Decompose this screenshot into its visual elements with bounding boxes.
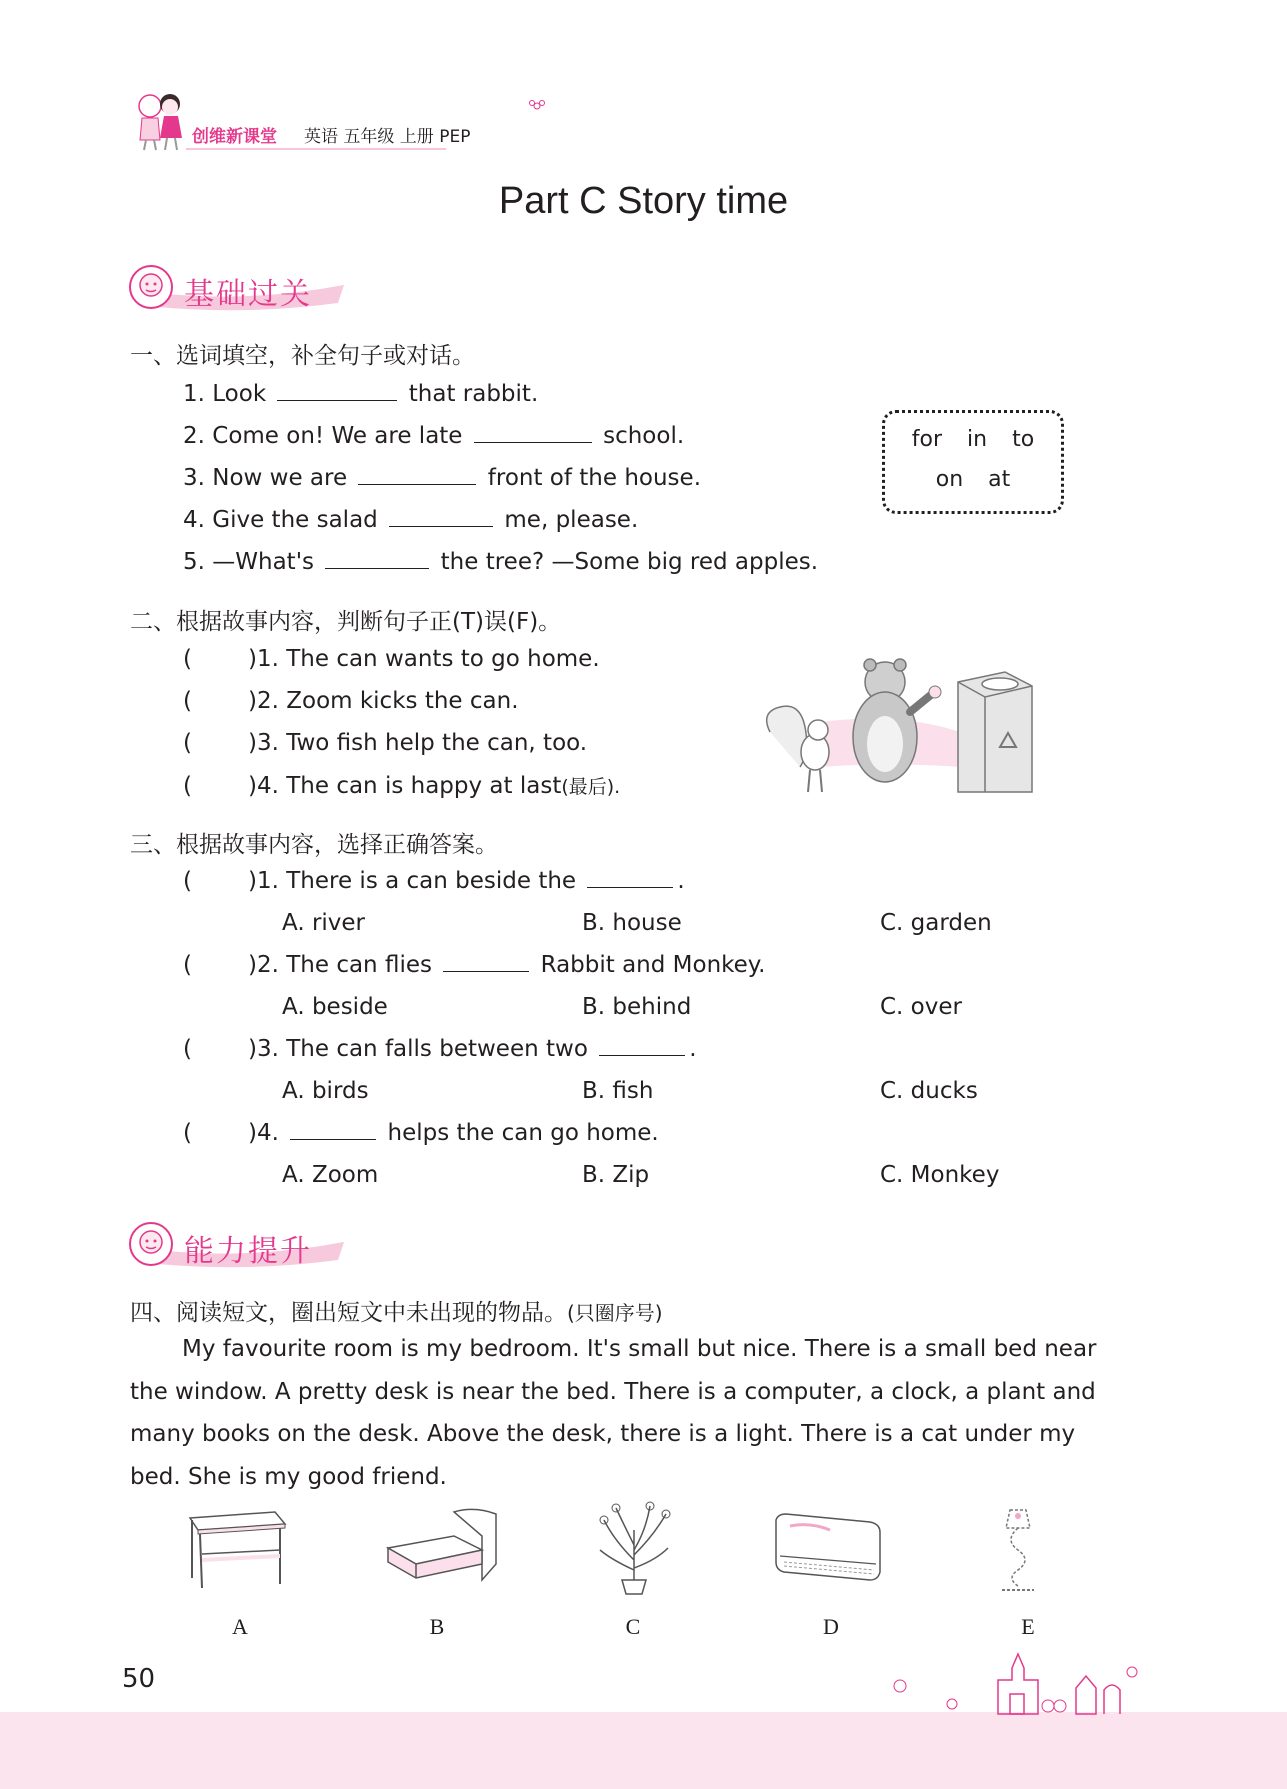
- q2-item-1: [183, 646, 600, 672]
- item-text: —What's: [212, 549, 315, 575]
- option-b[interactable]: B. fish: [582, 1078, 654, 1104]
- section-badge-advanced: [128, 1220, 348, 1268]
- answer-blank[interactable]: [599, 1054, 685, 1056]
- q3-item-3: [183, 1036, 697, 1062]
- answer-paren[interactable]: (: [183, 688, 192, 714]
- answer-paren: ): [247, 1036, 257, 1062]
- item-number: 1.: [256, 646, 279, 672]
- answer-blank[interactable]: [587, 886, 673, 888]
- option-a[interactable]: A. river: [282, 910, 366, 936]
- item-number: 2.: [256, 952, 279, 978]
- q4-heading-note: (只圈序号): [567, 1301, 663, 1325]
- answer-blank[interactable]: [389, 525, 493, 527]
- answer-blank[interactable]: [325, 567, 429, 569]
- item-text: The can falls between two: [286, 1036, 588, 1062]
- answer-paren[interactable]: (: [183, 1120, 192, 1146]
- flower-decor-icon: [528, 98, 546, 114]
- item-text: Now we are: [212, 465, 348, 491]
- item-text: Look: [212, 381, 267, 407]
- item-text: me, please.: [504, 507, 639, 533]
- item-number: 1.: [183, 381, 205, 407]
- item-text: that rabbit.: [408, 381, 539, 407]
- item-number: 2.: [256, 688, 279, 714]
- brand-name: 创维新课堂: [192, 127, 277, 147]
- answer-paren: ): [247, 1120, 257, 1146]
- answer-paren: ): [247, 868, 257, 894]
- passage-text: My favourite room is my bedroom. It's small but nice. There is a small bed near the window. A pretty desk is near the bed. There is a computer, a clock, a plant and many books on the desk. Above the desk, there is a light. There is a cat under my bed. She is my good friend.: [130, 1336, 1097, 1490]
- desk-icon[interactable]: [180, 1506, 290, 1590]
- item-number: 3.: [256, 730, 279, 756]
- option-c[interactable]: C. Monkey: [880, 1162, 1000, 1188]
- item-text: The can is happy at last: [286, 773, 562, 799]
- picture-label-a[interactable]: A: [232, 1614, 248, 1639]
- q3-item-1: [183, 868, 685, 894]
- option-a[interactable]: A. beside: [282, 994, 388, 1020]
- option-c[interactable]: C. over: [880, 994, 962, 1020]
- castle-decor-icon: [880, 1648, 1170, 1716]
- header-divider: [186, 148, 446, 150]
- q1-item-1: [183, 381, 538, 407]
- picture-label-e[interactable]: E: [1021, 1614, 1035, 1639]
- bed-icon[interactable]: [384, 1506, 504, 1590]
- q2-item-2: [183, 688, 519, 714]
- item-number: 1.: [256, 868, 279, 894]
- footer-band: [0, 1712, 1287, 1789]
- word-bank-row: for in to: [911, 427, 1035, 452]
- option-b[interactable]: B. behind: [582, 994, 692, 1020]
- answer-blank[interactable]: [277, 399, 397, 401]
- item-number: 4.: [183, 507, 205, 533]
- bear-recycle-bin-illustration: [760, 652, 1040, 802]
- picture-label-d[interactable]: D: [823, 1614, 839, 1639]
- item-text: There is a can beside the: [286, 868, 577, 894]
- option-a[interactable]: A. birds: [282, 1078, 369, 1104]
- item-text: Give the salad: [212, 507, 378, 533]
- item-text: Two fish help the can, too.: [286, 730, 588, 756]
- picture-label-c[interactable]: C: [625, 1614, 641, 1639]
- word-bank-row: on at: [935, 467, 1011, 492]
- option-b[interactable]: B. Zip: [582, 1162, 650, 1188]
- q3-item-2: [183, 952, 765, 978]
- q1-item-3: [183, 465, 701, 491]
- item-number: 3.: [256, 1036, 279, 1062]
- item-text: helps the can go home.: [387, 1120, 659, 1146]
- q2-heading: 二、根据故事内容，判断句子正(T)误(F)。: [130, 609, 562, 635]
- answer-paren[interactable]: (: [183, 646, 192, 672]
- item-text: Rabbit and Monkey.: [540, 952, 766, 978]
- item-number: 4.: [256, 1120, 279, 1146]
- answer-paren: ): [247, 688, 257, 714]
- page-title: Part C Story time: [498, 180, 789, 222]
- section-badge-basic: [128, 263, 348, 311]
- answer-paren: ): [247, 952, 257, 978]
- item-number: 4.: [256, 773, 279, 799]
- item-text: the tree? —Some big red apples.: [440, 549, 819, 575]
- answer-paren: ): [247, 773, 257, 799]
- q1-item-2: [183, 423, 684, 449]
- item-text: The can flies: [286, 952, 432, 978]
- item-number: 3.: [183, 465, 205, 491]
- item-note: (最后).: [561, 776, 621, 798]
- option-b[interactable]: B. house: [582, 910, 682, 936]
- page-number: 50: [122, 1664, 156, 1694]
- item-number: 2.: [183, 423, 205, 449]
- answer-paren[interactable]: (: [183, 1036, 192, 1062]
- section-label: 基础过关: [184, 277, 312, 312]
- answer-paren[interactable]: (: [183, 773, 192, 799]
- option-c[interactable]: C. ducks: [880, 1078, 978, 1104]
- answer-paren[interactable]: (: [183, 868, 192, 894]
- q1-item-4: [183, 507, 638, 533]
- option-a[interactable]: A. Zoom: [282, 1162, 379, 1188]
- q3-heading: 三、根据故事内容，选择正确答案。: [130, 832, 498, 858]
- q1-item-5: [183, 549, 818, 575]
- q2-item-4: [183, 772, 620, 799]
- word-bank-box: [882, 410, 1064, 514]
- item-text: .: [689, 1036, 697, 1062]
- item-text: school.: [603, 423, 685, 449]
- answer-paren: ): [247, 646, 257, 672]
- section-label: 能力提升: [184, 1234, 312, 1269]
- answer-blank[interactable]: [443, 970, 529, 972]
- q4-heading: [130, 1294, 663, 1327]
- page-header: [130, 88, 550, 154]
- answer-paren[interactable]: (: [183, 952, 192, 978]
- q2-item-3: [183, 730, 587, 756]
- item-text: Zoom kicks the can.: [286, 688, 519, 714]
- answer-blank[interactable]: [358, 483, 476, 485]
- q3-item-4: [183, 1120, 659, 1146]
- q4-heading-text: 四、阅读短文，圈出短文中未出现的物品。: [130, 1300, 567, 1326]
- lamp-icon[interactable]: [988, 1506, 1048, 1596]
- answer-paren: ): [247, 730, 257, 756]
- q1-heading: 一、选词填空，补全句子或对话。: [130, 343, 475, 369]
- item-text: .: [677, 868, 685, 894]
- item-number: 5.: [183, 549, 205, 575]
- reading-passage: [130, 1328, 1128, 1498]
- option-c[interactable]: C. garden: [880, 910, 992, 936]
- answer-blank[interactable]: [290, 1138, 376, 1140]
- item-text: Come on! We are late: [212, 423, 463, 449]
- answer-paren[interactable]: (: [183, 730, 192, 756]
- kids-logo-icon: [130, 88, 190, 152]
- plant-icon[interactable]: [594, 1500, 674, 1596]
- book-subtitle: 英语 五年级 上册 PEP: [304, 127, 471, 147]
- item-text: front of the house.: [487, 465, 701, 491]
- air-conditioner-icon[interactable]: [770, 1512, 886, 1588]
- answer-blank[interactable]: [474, 441, 592, 443]
- item-text: The can wants to go home.: [286, 646, 600, 672]
- picture-label-b[interactable]: B: [429, 1614, 445, 1639]
